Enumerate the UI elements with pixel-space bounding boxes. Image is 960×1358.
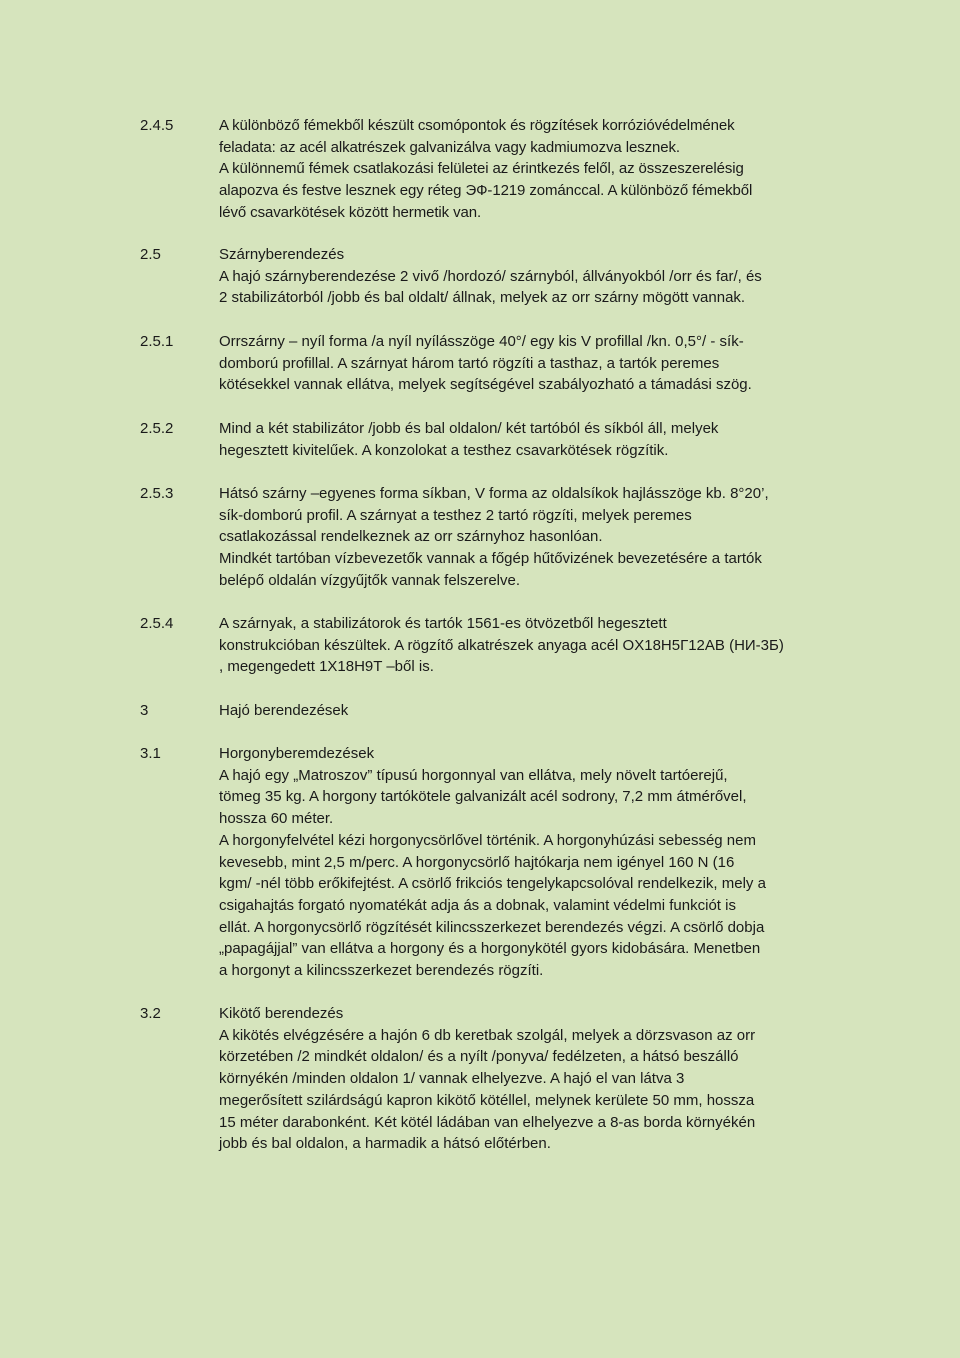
section-heading: Hajó berendezések: [219, 702, 349, 719]
text-line: 15 méter darabonként. Két kötél ládában van elhelyezve a 8-as borda környékén: [219, 1113, 756, 1131]
section-text: [219, 115, 834, 224]
text-line: tömeg 35 kg. A horgony tartókötele galvanizált acél sodrony, 7,2 mm átmérővel,: [219, 788, 747, 806]
section-heading: Kikötő berendezés: [219, 1005, 344, 1022]
text-line: a horgonyt a kilincsszerkezet berendezés rögzíti.: [219, 962, 544, 980]
text-line: megerősített szilárdságú kapron kikötő kötéllel, melynek kerülete 50 mm, hossza: [219, 1091, 755, 1109]
text-line: kötésekkel vannak ellátva, melyek segítségével szabályozható a támadási szög.: [219, 376, 752, 394]
text-line: hegesztett kivitelűek. A konzolokat a testhez csavarkötések rögzítik.: [219, 441, 669, 459]
text-line: lévő csavarkötések között hermetik van.: [219, 203, 482, 221]
text-line: Hátsó szárny –egyenes forma síkban, V forma az oldalsíkok hajlásszöge kb. 8°20’,: [219, 485, 769, 502]
section-text: [219, 331, 834, 396]
text-line: A különnemű fémek csatlakozási felületei az érintkezés felől, az összeszerelésig: [219, 160, 744, 178]
text-line: kevesebb, mint 2,5 m/perc. A horgonycsörlő hajtókarja nem igényel 160 N (16: [219, 853, 735, 871]
section-text: [219, 418, 834, 461]
text-line: A kikötés elvégzésére a hajón 6 db keretbak szolgál, melyek a dörzsvason az orr: [219, 1026, 756, 1044]
section-number: 3.1: [140, 745, 161, 762]
text-line: ellát. A horgonycsörlő rögzítését kilincsszerkezet berendezés végzi. A csörlő dobja: [219, 918, 765, 936]
text-line: körzetében /2 mindkét oldalon/ és a nyílt /ponyva/ fedélzeten, a hátsó beszálló: [219, 1048, 739, 1066]
text-line: konstrukcióban készültek. A rögzítő alkatrészek anyaga acél OX18H5Г12AB (HИ-3Б): [219, 636, 784, 654]
section-number: 2.4.5: [140, 117, 174, 134]
text-line: Orrszárny – nyíl forma /a nyíl nyílásszöge 40°/ egy kis V profillal /kn. 0,5°/ - sík-: [219, 333, 744, 350]
text-line: A horgonyfelvétel kézi horgonycsörlővel történik. A horgonyhúzási sebesség nem: [219, 831, 756, 849]
text-line: kgm/ -nél több erőkifejtést. A csörlő frikciós tengelykapcsolóval rendelkezik, mely a: [219, 875, 766, 893]
text-line: feladata: az acél alkatrészek galvanizálva vagy kadmiumozva lesznek.: [219, 138, 680, 156]
text-line: hossza 60 méter.: [219, 810, 334, 828]
text-line: A szárnyak, a stabilizátorok és tartók 1561-es ötvözetből hegesztett: [219, 615, 667, 632]
text-line: csigahajtás forgató nyomatékát adja ás a dobnak, valamint védelmi funkciót is: [219, 896, 736, 914]
text-line: jobb és bal oldalon, a harmadik a hátsó előtérben.: [219, 1135, 551, 1153]
section-number: 2.5.3: [140, 485, 174, 502]
section-number: 2.5.1: [140, 333, 174, 350]
section-number: 3.2: [140, 1005, 161, 1022]
text-line: „papagájjal” van ellátva a horgony és a horgonykötél gyors kidobására. Menetben: [219, 940, 761, 958]
text-line: A különböző fémekből készült csomópontok és rögzítések korrózióvédelmének: [219, 117, 735, 134]
section-number: 3: [140, 702, 149, 719]
section-text: [219, 743, 834, 982]
text-line: Mindkét tartóban vízbevezetők vannak a főgép hűtővizének bevezetésére a tartók: [219, 550, 762, 568]
text-line: domború profillal. A szárnyat három tartó rögzíti a tasthaz, a tartók peremes: [219, 354, 720, 372]
section-number: 2.5.4: [140, 615, 174, 632]
section-number: 2.5.2: [140, 420, 174, 437]
text-line: , megengedett 1X18H9T –ből is.: [219, 658, 434, 676]
section-text: [219, 613, 834, 678]
text-line: A hajó egy „Matroszov” típusú horgonnyal van ellátva, mely növelt tartóerejű,: [219, 766, 728, 784]
section-text: [219, 483, 834, 592]
section-text: [219, 1003, 834, 1155]
text-line: sík-domború profil. A szárnyat a testhez 2 tartó rögzíti, melyek peremes: [219, 506, 692, 524]
section-text: [219, 244, 834, 309]
text-line: Mind a két stabilizátor /jobb és bal oldalon/ két tartóból és síkból áll, melyek: [219, 420, 719, 437]
text-line: környékén /minden oldalon 1/ vannak elhelyezve. A hajó el van látva 3: [219, 1070, 685, 1088]
section-heading: Horgonyberemdezések: [219, 745, 375, 762]
section-number: 2.5: [140, 246, 161, 263]
text-line: A hajó szárnyberendezése 2 vivő /hordozó/ szárnyból, állványokból /orr és far/, és: [219, 267, 762, 285]
section-heading: Szárnyberendezés: [219, 246, 345, 263]
section-text: [219, 700, 834, 722]
text-line: csatlakozással rendelkeznek az orr szárnyhoz hasonlóan.: [219, 528, 603, 546]
text-line: belépő oldalán vízgyűjtők vannak felszerelve.: [219, 571, 521, 589]
text-line: alapozva és festve lesznek egy réteg ЭФ-1219 zománccal. A különböző fémekből: [219, 182, 753, 200]
text-line: 2 stabilizátorból /jobb és bal oldalt/ állnak, melyek az orr szárny mögött vannak.: [219, 289, 746, 307]
